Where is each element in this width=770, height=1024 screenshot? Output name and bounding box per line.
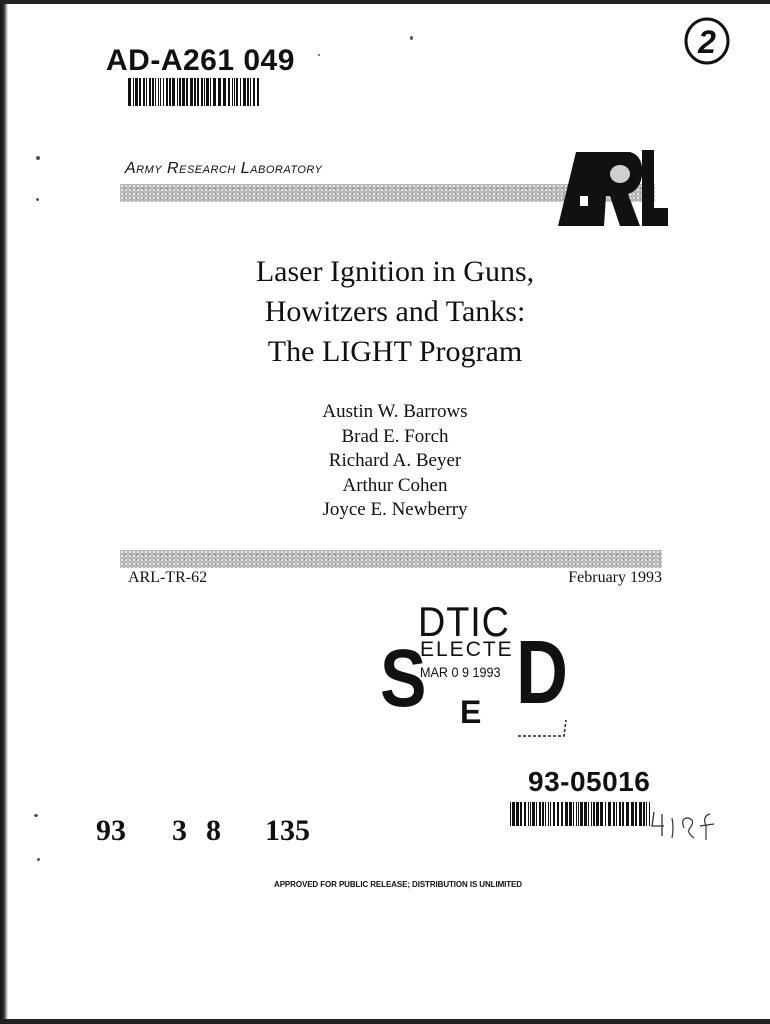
dtic-stamp-corner-mark — [512, 700, 572, 740]
title-line: Laser Ignition in Guns, — [255, 255, 535, 288]
dtic-stamp-letter-s: S — [380, 633, 427, 724]
accession-number: 93-05016 — [528, 766, 651, 797]
author-name: Arthur Cohen — [342, 474, 448, 496]
scan-edge-top — [0, 0, 770, 4]
title-line: Howitzers and Tanks: — [264, 295, 526, 328]
scan-speck — [318, 54, 320, 56]
dtic-stamp-letter-e: E — [460, 694, 482, 730]
accession-barcode-bottom — [510, 802, 652, 826]
circled-number-mark — [682, 14, 732, 66]
dtic-stamp-header: DTIC — [418, 598, 510, 645]
author-name: Joyce E. Newberry — [322, 499, 468, 520]
scan-edge-left — [0, 0, 8, 1024]
circled-number-text: 2 — [698, 24, 716, 60]
handwritten-note — [650, 804, 732, 842]
code-digits: 135 — [265, 814, 310, 847]
code-digits: 93 — [96, 814, 126, 847]
scan-edge-bottom — [0, 1019, 770, 1024]
report-date: February 1993 — [568, 569, 662, 586]
stipple-band-middle — [120, 550, 662, 568]
code-digits: 3 — [172, 814, 187, 847]
dtic-stamp-letter-d: D — [516, 623, 568, 723]
scan-speck — [36, 156, 40, 160]
arl-logo — [556, 146, 668, 228]
author-list — [270, 400, 520, 523]
author-name: Austin W. Barrows — [322, 401, 468, 422]
scan-speck — [36, 198, 39, 201]
ad-number: AD-A261 049 — [106, 44, 295, 77]
report-number: ARL-TR-62 — [128, 569, 208, 586]
scan-speck — [34, 814, 38, 817]
release-statement: APPROVED FOR PUBLIC RELEASE; DISTRIBUTION IS UNLIMITED — [274, 880, 522, 889]
dtic-stamp-status: ELECTE — [420, 638, 514, 661]
scan-speck — [410, 36, 413, 40]
author-name: Brad E. Forch — [341, 425, 449, 447]
lab-name: Army Research Laboratory — [125, 160, 323, 177]
scan-speck — [37, 858, 40, 861]
code-digits: 8 — [206, 814, 221, 847]
report-title — [200, 252, 590, 372]
title-line: The LIGHT Program — [267, 335, 523, 368]
accession-barcode-top — [128, 78, 262, 106]
dtic-stamp-date: MAR 0 9 1993 — [420, 664, 501, 680]
author-name: Richard A. Beyer — [328, 450, 462, 471]
